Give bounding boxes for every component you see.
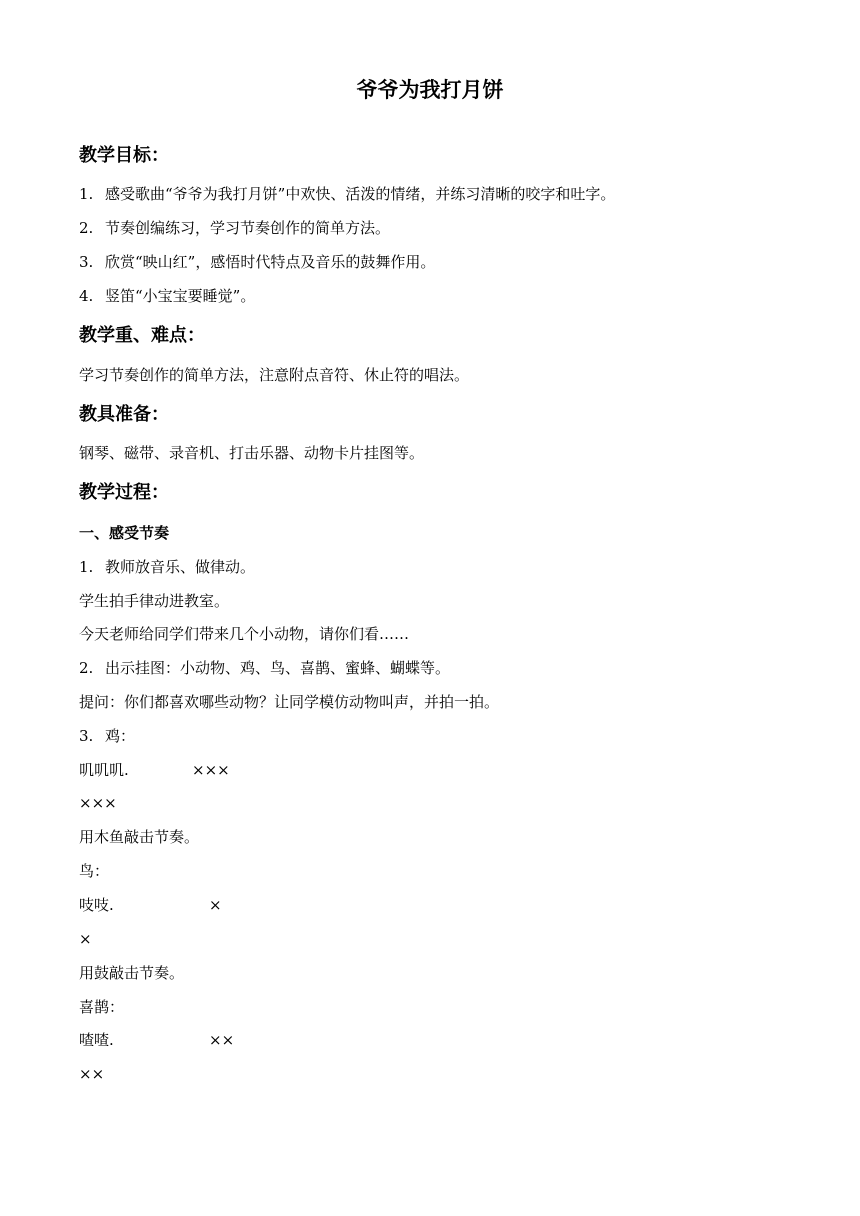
step-number: 1. xyxy=(79,558,94,576)
magpie-rhythm: ×× xyxy=(209,1031,235,1049)
objective-item-3 xyxy=(79,251,435,273)
chicken-rhythm-line: ××× xyxy=(79,794,117,812)
key-points-heading: 教学重、难点： xyxy=(79,325,205,346)
objectives-heading: 教学目标： xyxy=(79,145,169,166)
process-heading: 教学过程： xyxy=(79,482,169,503)
objective-number: 1. xyxy=(79,185,94,203)
step-2 xyxy=(79,657,450,679)
objective-number: 4. xyxy=(79,287,94,305)
materials-heading: 教具准备： xyxy=(79,404,169,425)
objective-number: 3. xyxy=(79,253,94,271)
objective-item-1 xyxy=(79,183,615,205)
objective-item-2 xyxy=(79,217,390,239)
step-3 xyxy=(79,725,135,747)
document-title: 爷爷为我打月饼 xyxy=(356,78,504,102)
paragraph-line: 提问：你们都喜欢哪些动物？让同学模仿动物叫声，并拍一拍。 xyxy=(79,693,500,711)
objective-item-4 xyxy=(79,285,255,307)
magpie-sound: 喳喳. xyxy=(79,1031,114,1049)
paragraph-line: 学生拍手律动进教室。 xyxy=(79,592,230,610)
magpie-label: 喜鹊： xyxy=(79,998,125,1016)
step-number: 3. xyxy=(79,727,94,745)
materials-text: 钢琴、磁带、录音机、打击乐器、动物卡片挂图等。 xyxy=(79,444,425,462)
key-points-text: 学习节奏创作的简单方法，注意附点音符、休止符的唱法。 xyxy=(79,366,470,384)
step-1 xyxy=(79,556,255,578)
bird-rhythm: × xyxy=(209,896,222,914)
objective-text: 竖笛“小宝宝要睡觉”。 xyxy=(105,287,256,305)
bird-sound: 吱吱. xyxy=(79,896,114,914)
magpie-rhythm-line: ×× xyxy=(79,1065,105,1083)
step-number: 2. xyxy=(79,659,94,677)
bird-label: 鸟： xyxy=(79,862,110,880)
objective-number: 2. xyxy=(79,219,94,237)
step-text: 出示挂图：小动物、鸡、鸟、喜鹊、蜜蜂、蝴蝶等。 xyxy=(105,659,451,677)
chicken-rhythm: ××× xyxy=(192,761,230,779)
bird-rhythm-line: × xyxy=(79,930,92,948)
objective-text: 节奏创编练习，学习节奏创作的简单方法。 xyxy=(105,219,391,237)
step-text: 教师放音乐、做律动。 xyxy=(105,558,256,576)
section-heading: 一、感受节奏 xyxy=(79,524,170,542)
paragraph-line: 今天老师给同学们带来几个小动物，请你们看…… xyxy=(79,625,410,643)
objective-text: 欣赏“映山红”，感悟时代特点及音乐的鼓舞作用。 xyxy=(105,253,436,271)
step-text: 鸡： xyxy=(105,727,136,745)
chicken-sound: 叽叽叽. xyxy=(79,761,129,779)
chicken-note: 用木鱼敲击节奏。 xyxy=(79,828,200,846)
objective-text: 感受歌曲“爷爷为我打月饼”中欢快、活泼的情绪，并练习清晰的咬字和吐字。 xyxy=(105,185,616,203)
bird-note: 用鼓敲击节奏。 xyxy=(79,964,185,982)
